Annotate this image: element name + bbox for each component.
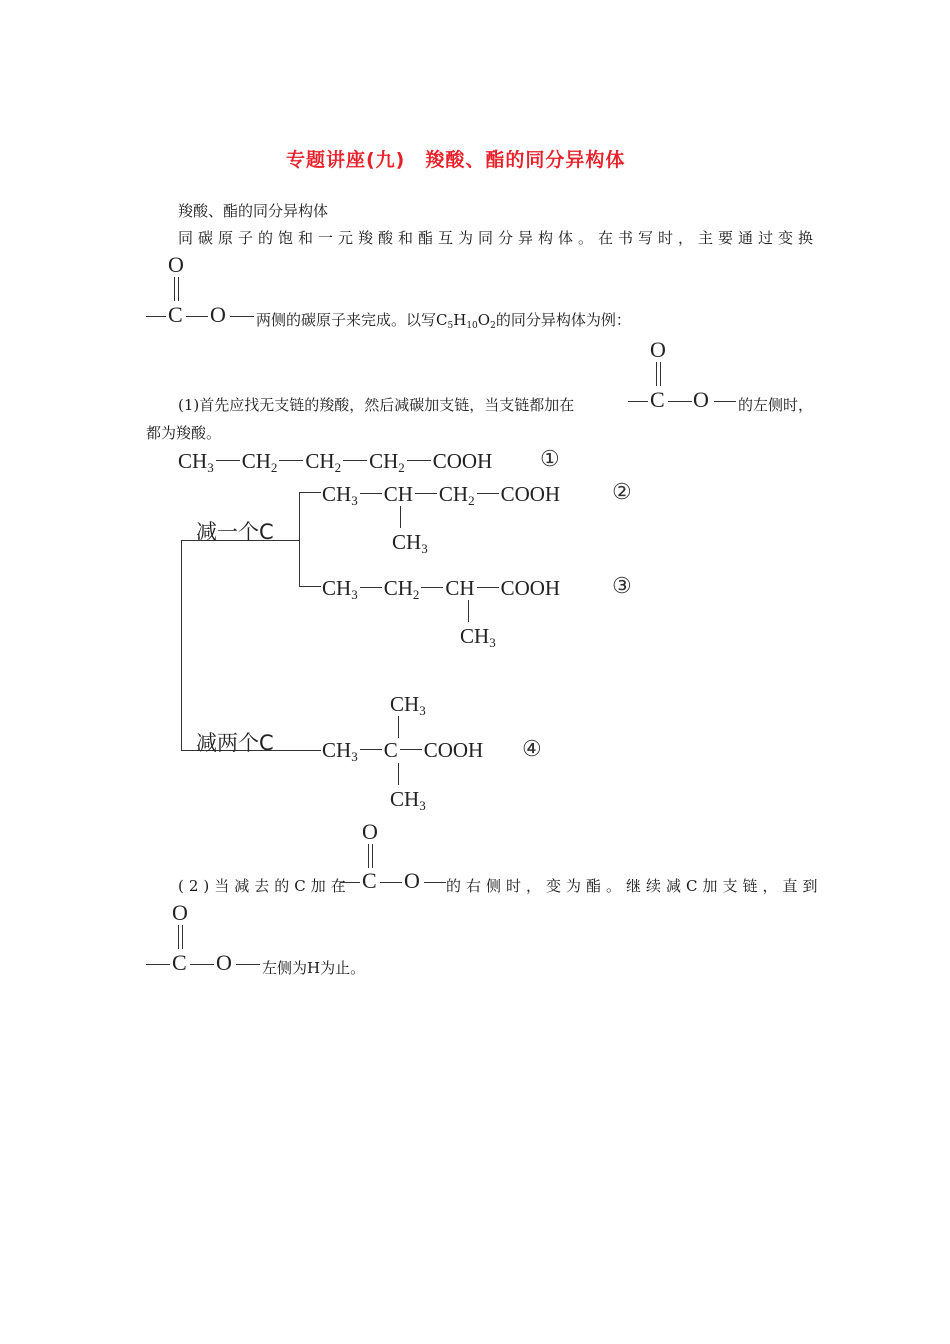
ester-double-oxygen: O xyxy=(362,819,378,844)
formula-sub: 10 xyxy=(466,321,478,331)
single-bond-line xyxy=(415,493,437,494)
ester-carbon: C xyxy=(362,868,377,893)
ester-carbon: C xyxy=(650,387,665,412)
subscript: 2 xyxy=(270,460,278,475)
subscript: 3 xyxy=(421,541,428,556)
group-ch2: CH xyxy=(305,449,335,473)
group-ch3: CH xyxy=(390,787,420,811)
double-bond-line xyxy=(372,844,373,868)
single-bond-line xyxy=(360,749,382,750)
formula-sub: 5 xyxy=(447,321,454,331)
subscript: 2 xyxy=(412,587,420,602)
quaternary-carbon: C xyxy=(383,738,398,762)
single-bond-line xyxy=(714,401,736,402)
formula-sub: 2 xyxy=(490,321,496,331)
formula-number-1: ① xyxy=(540,447,560,472)
group-cooh: COOH xyxy=(423,738,484,762)
double-bond-line xyxy=(182,925,183,949)
group-ch3: CH xyxy=(390,692,420,716)
subscript: 2 xyxy=(468,493,475,508)
single-bond-line xyxy=(477,587,499,588)
formula-element: H xyxy=(453,311,467,329)
single-bond-line xyxy=(190,964,214,965)
ester-single-oxygen: O xyxy=(210,302,226,327)
single-bond-line xyxy=(146,964,170,965)
single-bond-line xyxy=(668,401,692,402)
step1-text-line2: 都为羧酸。 xyxy=(146,424,222,442)
group-ch3: CH xyxy=(392,530,422,554)
single-bond-line xyxy=(279,460,303,461)
step1-text-suffix: 的左侧时， xyxy=(738,396,814,414)
single-bond-line xyxy=(477,493,499,494)
single-bond-line xyxy=(360,493,382,494)
branch-bond xyxy=(468,600,469,622)
ester-double-oxygen: O xyxy=(168,252,184,277)
group-ch2: CH xyxy=(369,449,399,473)
formula-3 xyxy=(322,576,560,603)
group-ch3: CH xyxy=(322,738,352,762)
ester-carbon: C xyxy=(172,950,187,975)
tree-line xyxy=(299,492,300,586)
intro-text-line2 xyxy=(256,309,631,331)
intro-text-line1: 同碳原子的饱和一元羧酸和酯互为同分异构体。在书写时，主要通过变换 xyxy=(178,229,819,247)
branch-bond xyxy=(398,716,399,738)
formula-1 xyxy=(178,449,492,476)
group-ch3: CH xyxy=(460,624,490,648)
subscript: 3 xyxy=(351,749,358,764)
formula-4-bottom xyxy=(390,787,426,814)
group-cooh: COOH xyxy=(500,576,561,600)
formula-3-branch xyxy=(460,624,496,651)
group-cooh: COOH xyxy=(500,482,561,506)
single-bond-line xyxy=(380,882,402,883)
ester-carbon: C xyxy=(168,302,183,327)
subscript: 3 xyxy=(207,460,214,475)
subscript: 3 xyxy=(351,587,358,602)
tree-line xyxy=(299,586,321,587)
ester-double-oxygen: O xyxy=(172,900,188,925)
subscript: 3 xyxy=(419,703,426,718)
single-bond-line xyxy=(360,587,382,588)
ester-single-oxygen: O xyxy=(404,868,420,893)
formula-number-2: ② xyxy=(612,480,632,505)
subscript: 2 xyxy=(398,460,405,475)
intro-text-post: 的同分异构体为例： xyxy=(495,311,631,329)
tree-line xyxy=(181,540,182,750)
group-ch2: CH xyxy=(241,449,271,473)
single-bond-line xyxy=(407,460,431,461)
section-heading: 羧酸、酯的同分异构体 xyxy=(178,202,329,220)
intro-text-pre: 两侧的碳原子来完成。以写C xyxy=(256,311,448,329)
single-bond-line xyxy=(424,882,446,883)
group-ch3: CH xyxy=(322,576,352,600)
single-bond-line xyxy=(421,587,443,588)
ester-single-oxygen: O xyxy=(216,950,232,975)
tree-line xyxy=(299,492,321,493)
group-ch3: CH xyxy=(322,482,352,506)
double-bond-line xyxy=(178,925,179,949)
formula-number-3: ③ xyxy=(612,574,632,599)
subscript: 2 xyxy=(334,460,342,475)
group-ch: CH xyxy=(383,482,413,506)
branch-bond xyxy=(400,506,401,528)
double-bond-line xyxy=(656,362,657,386)
formula-2-branch xyxy=(392,530,428,557)
formula-4-top xyxy=(390,692,426,719)
single-bond-line xyxy=(186,316,208,317)
step2-text: (2)当减去的C加在 xyxy=(178,877,351,895)
group-ch3: CH xyxy=(178,449,208,473)
single-bond-line xyxy=(216,460,240,461)
single-bond-line xyxy=(236,964,260,965)
subscript: 3 xyxy=(351,493,358,508)
formula-element: O xyxy=(477,311,491,329)
group-cooh: COOH xyxy=(432,449,493,473)
double-bond-line xyxy=(368,844,369,868)
page-title: 专题讲座(九) 羧酸、酯的同分异构体 xyxy=(286,149,626,171)
subscript: 3 xyxy=(419,798,426,813)
double-bond-line xyxy=(178,277,179,301)
single-bond-line xyxy=(230,316,254,317)
branch-bond xyxy=(398,763,399,785)
group-ch2: CH xyxy=(438,482,469,506)
step2-text-suffix: 的右侧时，变为酯。继续减C加支链，直到 xyxy=(446,877,823,895)
group-ch: CH xyxy=(445,576,475,600)
branch-label-minus-two: 减两个C xyxy=(196,731,274,755)
single-bond-line xyxy=(628,401,648,402)
formula-4 xyxy=(322,738,483,765)
ester-double-oxygen: O xyxy=(650,337,666,362)
double-bond-line xyxy=(174,277,175,301)
formula-number-4: ④ xyxy=(522,737,542,762)
subscript: 3 xyxy=(489,635,496,650)
single-bond-line xyxy=(343,460,367,461)
double-bond-line xyxy=(660,362,661,386)
group-ch2: CH xyxy=(383,576,413,600)
step1-text: (1)首先应找无支链的羧酸，然后减碳加支链，当支链都加在 xyxy=(178,396,575,414)
branch-label-minus-one: 减一个C xyxy=(196,520,274,544)
step2-text-line2: 左侧为H为止。 xyxy=(262,959,366,977)
single-bond-line xyxy=(400,749,422,750)
ester-single-oxygen: O xyxy=(693,387,709,412)
formula-2 xyxy=(322,482,560,509)
single-bond-line xyxy=(146,316,166,317)
